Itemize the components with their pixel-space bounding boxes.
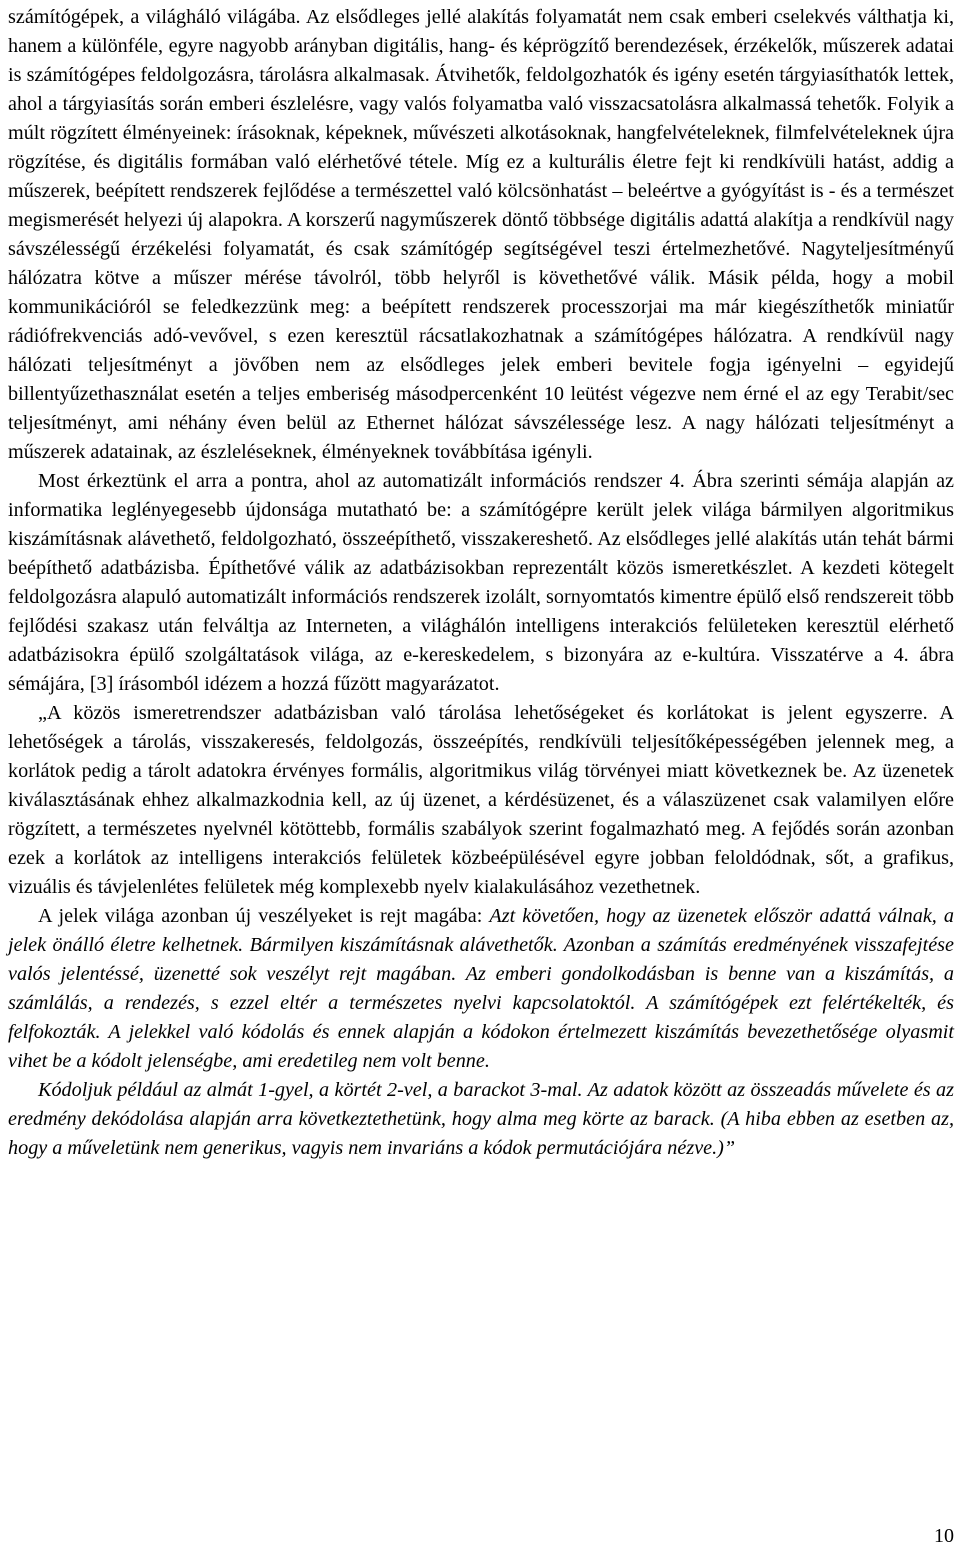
paragraph-1: számítógépek, a világháló világába. Az elsődleges jellé alakítás folyamatát nem csak emberi cselekvés válthatja ki, hanem a különféle, egyre nagyobb arányban digitális, hang- és képrögzítő berendezések, érzékelők, műszerek adatai is számítógépes feldolgozásra, tárolásra alkalmasak. Átvihetők, feldolgozhatók és igény esetén tárgyiasíthatók lettek, ahol a tárgyiasítás során emberi észlelésre, vagy valós folyamatba való visszacsatolásra alkalmassá tehetők. Folyik a múlt rögzített élményeinek: írásoknak, képeknek, művészeti alkotásoknak, hangfelvételeknek, filmfelvételeknek újra rögzítése, és digitális formában való elérhetővé tétele. Míg ez a kulturális életre fejt ki rendkívüli hatást, addig a műszerek, beépített rendszerek fejlődése a természettel való kölcsönhatást – beleértve a gyógyítást is - és a természet megismerését helyezi új alapokra. A korszerű nagyműszerek döntő többsége digitális adattá alakítja a rendkívül nagy sávszélességű érzékelési folyamatát, és csak számítógép segítségével teszi értelmezhetővé. Nagyteljesítményű hálózatra kötve a műszer mérése távolról, több helyről is követhetővé válik. Másik példa, hogy a mobil kommunikációról se feledkezzünk meg: a beépített rendszerek processzorjai ma már kiegészíthetők miniatűr rádiófrekvenciás adó-vevővel, s ezen keresztül rácsatlakozhatnak a számítógépes hálózatra. A rendkívül nagy hálózati teljesítményt a jövőben nem az elsődleges jelek emberi bevitele fogja igényelni – egyidejű billentyűzethasználat esetén a teljes emberiség másodpercenként 10 leütést végezve nem érné el az egy Terabit/sec teljesítményt, ami néhány éven belül az Ethernet hálózat sávszélessége lesz. A nagy hálózati teljesítményt a műszerek adatainak, az észleléseknek, élményeknek továbbítása igényli. [8,6,954,463]
paragraph-4-italic: Azt követően, hogy az üzenetek először adattá válnak, a jelek önálló életre kelhetnek. Bármilyen kiszámításnak alávethetők. Azonban a számítás eredményének visszafejtése valós jelentéssé, üzenetté sok veszélyt rejt magában. Az emberi gondolkodásban is benne van a kiszámítás, a számlálás, a rendezés, s ezzel eltér a természetes nyelvi kapcsolatoktól. A számítógépek ezt felértékelték, és felfokozták. A jelekkel való kódolás és ennek alapján a kódokon értelmezett kiszámítás bevezethetősége olyasmit vihet be a kódolt jelenségbe, ami eredetileg nem volt benne. [8,905,954,1072]
paragraph-4-lead: A jelek világa azonban új veszélyeket is rejt magába: [38,905,490,927]
document-page [8,3,954,1163]
paragraph-5: Kódoljuk például az almát 1-gyel, a körtét 2-vel, a barackot 3-mal. Az adatok között az összeadás művelete és az eredmény dekódolása alapján arra következtethetünk, hogy alma meg körte az barack. (A hiba ebben az esetben az, hogy a műveletünk nem generikus, vagyis nem invariáns a kódok permutációjára nézve.)” [8,1079,954,1159]
paragraph-2: Most érkeztünk el arra a pontra, ahol az automatizált információs rendszer 4. Ábra szerinti sémája alapján az informatika leglényegesebb újdonsága mutatható be: a számítógépre került jelek világa bármilyen algoritmikus kiszámításnak alávethető, feldolgozható, összeépíthető, visszakereshető. Az elsődleges jellé alakítás után tehát bármi beépíthető adatbázisba. Építhetővé válik az adatbázisokban reprezentált közös ismeretkészlet. A kezdeti kötegelt feldolgozásra alapuló automatizált információs rendszerek izolált, sornyomtatós kimentre épülő első rendszereit több fejlődési szakasz után felváltja az Interneten, a világhálón intelligens interakciós felületeken keresztül elérhető adatbázisokra épülő szolgáltatások világa, az e-kereskedelem, s bizonyára az e-kultúra. Visszatérve a 4. ábra sémájára, [3] írásomból idézem a hozzá fűzött magyarázatot. [8,470,954,695]
page-number: 10 [934,1525,954,1547]
paragraph-3-quote: „A közös ismeretrendszer adatbázisban való tárolása lehetőségeket és korlátokat is jelent egyszerre. A lehetőségek a tárolás, visszakeresés, feldolgozás, összeépítés, rendkívüli teljesítőképességében jelennek meg, a korlátok pedig a tárolt adatokra érvényes formális, algoritmikus világ törvényei miatt következnek be. Az üzenetek kiválasztásának ehhez alkalmazkodnia kell, az új üzenet, a kérdésüzenet, és a válaszüzenet csak valamilyen előre rögzített, a természetes nyelvnél kötöttebb, formális szabályok szerint fogalmazható meg. A fejődés során azonban ezek a korlátok az intelligens interakciós felületek közbeépülésével egyre jobban feloldódnak, sőt, a grafikus, vizuális és távjelenlétes felületek még komplexebb nyelv kialakulásához vezethetnek. [8,702,954,898]
paragraph-4 [8,902,954,1076]
